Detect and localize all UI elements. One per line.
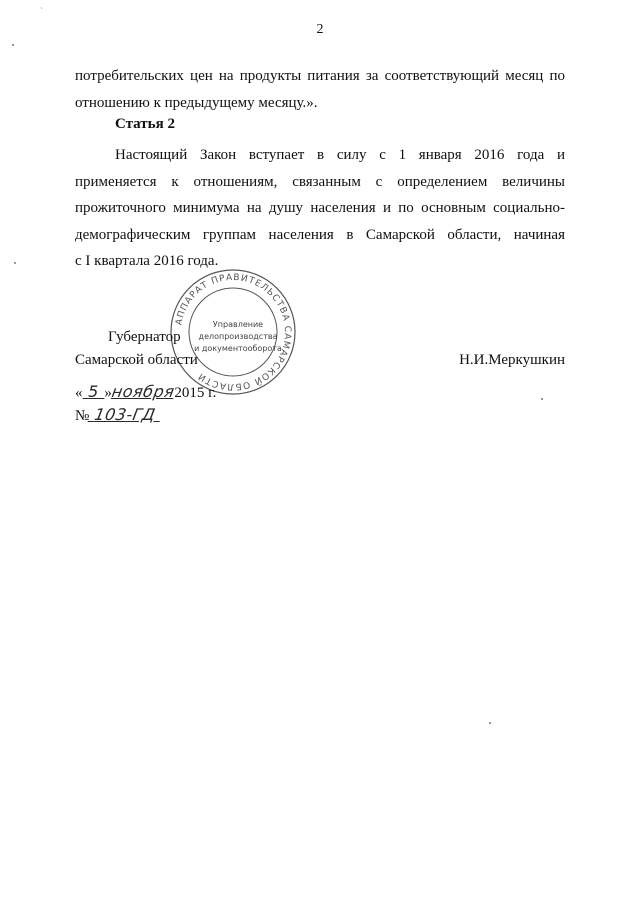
law-number — [75, 405, 161, 425]
text-line: применяется к отношениям, связанным с определением величины — [75, 173, 565, 190]
signatory-title: Губернатор — [108, 329, 181, 345]
signatory-region: Самарской области — [75, 352, 198, 368]
scan-dot — [541, 398, 543, 400]
date-month: ноября — [110, 382, 177, 401]
signatory-name: Н.И.Меркушкин — [459, 352, 565, 368]
article-heading: Статья 2 — [115, 116, 175, 132]
stamp-line: Управление — [212, 320, 264, 329]
page-number: 2 — [316, 22, 324, 37]
text-line: потребительских цен на продукты питания за соответствующий месяц по — [75, 68, 565, 84]
scan-dot — [14, 262, 16, 264]
text-line: демографическим группам населения в Самарской области, начиная — [75, 226, 565, 243]
stamp-line: делопроизводства — [198, 332, 278, 341]
date-year: 2015 г. — [174, 385, 217, 401]
scan-mark: ` — [40, 6, 43, 16]
scan-dot — [12, 44, 14, 46]
article-paragraph — [75, 142, 565, 275]
signing-date — [75, 382, 216, 402]
text-line: с I квартала 2016 года. — [75, 253, 219, 269]
text-line: отношению к предыдущему месяцу.». — [75, 94, 318, 111]
number-value: 103-ГД — [93, 405, 158, 424]
date-close-quote: » — [104, 385, 112, 401]
stamp-line: и документооборота — [194, 344, 282, 353]
text-line: прожиточного минимума на душу населения и по основным социально- — [75, 200, 565, 216]
official-stamp — [168, 267, 298, 397]
date-open-quote: « — [75, 385, 83, 401]
date-day: 5 — [88, 382, 99, 401]
stamp-ring-text: АППАРАТ ПРАВИТЕЛЬСТВА САМАРСКОЙ ОБЛАСТИ — [174, 272, 293, 392]
number-prefix: № — [75, 408, 90, 424]
scan-dot — [489, 722, 491, 724]
paragraph-continuation — [75, 63, 565, 116]
text-line: Настоящий Закон вступает в силу с 1 января 2016 года и — [115, 147, 565, 163]
